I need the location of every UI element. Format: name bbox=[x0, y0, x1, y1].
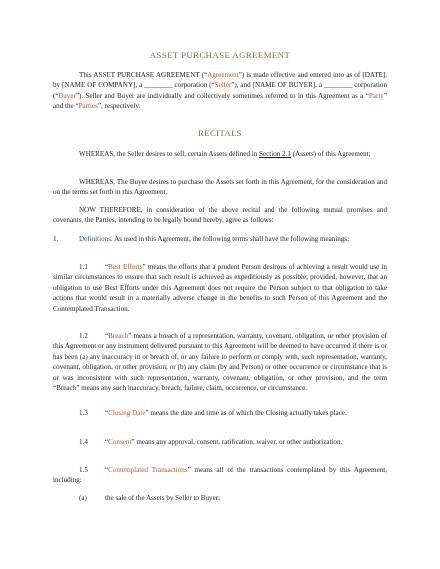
definition-1-2: 1.2 “Breach” means a breach of a representation, warranty, covenant, obligation, or other provision of this Agreement or any instrument delivered pursuant to this Agreement will be deemed to have occurred if there is or has been (a) any inaccuracy in or breach of, or any failure to perform or comply with, such representation, warranty, covenant, obligation, or other provision, or (b) any claim (by and Person) or other occurrence or circumstance that is or was inconsistent with such representation, warranty, covenant, obligation, or other provision, and the term “Breach” means any such inaccuracy, breach, failure, claim, occurrence, or circumstance. bbox=[53, 332, 387, 393]
definition-1-2-text: means a breach of a representation, warranty, covenant, obligation, or other provision of this Agreement or any instrument delivered pursuant to this Agreement will be deemed to have occurred if there is or has been (a) any inaccuracy in or breach of, or any failure to perform or comply with, such representation, warranty, covenant, obligation, or other provision, or (b) any claim (by and Person) or other occurrence or circumstance that is or was inconsistent with such representation, warranty, covenant, obligation, or other provision, and the term “Breach” means any such inaccuracy, breach, failure, claim, occurrence, or circumstance. bbox=[53, 332, 387, 393]
definition-1-3-text: means the date and time as of which the Closing actually takes place. bbox=[148, 409, 347, 417]
defined-term-seller: Seller bbox=[214, 81, 232, 90]
section-1-text: . As used in this Agreement, the following terms shall have the following meanings: bbox=[110, 235, 350, 243]
definition-1-4-text: means any approval, consent, ratification, waiver, or other authorization. bbox=[134, 438, 343, 446]
document-title: ASSET PURCHASE AGREEMENT bbox=[149, 50, 291, 60]
intro-text-1: This ASSET PURCHASE AGREEMENT (“ bbox=[79, 71, 208, 79]
definition-1-5-text: means all of the transactions contemplated by this Agreement, including: bbox=[53, 466, 387, 485]
defined-term-parties: Parties bbox=[78, 102, 98, 111]
section-reference-link[interactable]: Section 2.1 bbox=[259, 150, 291, 158]
whereas1-text-1: WHEREAS, the Seller desires to sell, certain Assets defined in bbox=[79, 150, 260, 158]
defined-term-party: Party bbox=[368, 91, 384, 100]
intro-text-5: ” and the “ bbox=[53, 91, 387, 111]
definition-1-1-text: means the efforts that a prudent Person desirous of achieving a result would use in similar circumstances to ensure that such result is achieved as expeditiously as possible; provided, however, that an obligation to use Best Efforts under this Agreement does not require the Person subject to that obligation to take actions that would result in a materially adverse change in the benefits to such Person of this Agreement and the Contemplated Transaction. bbox=[53, 263, 387, 313]
definition-1-1-term: Best Efforts bbox=[108, 263, 143, 271]
list-item-a bbox=[53, 493, 387, 503]
intro-text-4: ”). Seller and Buyer are individually and collectively sometimes referred to in this Agreement as a “ bbox=[75, 91, 369, 100]
definition-1-5: 1.5 “Contemplated Transactions” means all of the transactions contemplated by this Agreement, including: bbox=[53, 466, 387, 485]
definition-1-2-term: Breach bbox=[108, 332, 129, 340]
definition-1-2-number: 1.2 bbox=[79, 332, 88, 340]
section-1-heading: Definitions bbox=[79, 235, 111, 243]
defined-term-agreement: Agreement bbox=[207, 71, 239, 79]
list-item-a-text: the sale of the Assets by Seller to Buyer; bbox=[105, 494, 221, 502]
definition-1-1-number: 1.1 bbox=[79, 263, 88, 271]
definition-1-1: 1.1 “Best Efforts” means the efforts that a prudent Person desirous of achieving a result would use in similar circumstances to ensure that such result is achieved as expeditiously as possible; provided, however, that an obligation to use Best Efforts under this Agreement does not require the Person subject to that obligation to take actions that would result in a materially adverse change in the benefits to such Person of this Agreement and the Contemplated Transaction. bbox=[53, 263, 387, 313]
defined-term-buyer: Buyer bbox=[58, 91, 76, 100]
now-therefore-paragraph: NOW THEREFORE, in consideration of the above recital and the following mutual promises and covenants, the Parties, intending to be legally bound hereby, agree as follows: bbox=[53, 206, 387, 225]
definition-1-5-number: 1.5 bbox=[79, 466, 88, 474]
section-1-paragraph bbox=[53, 234, 387, 244]
section-1-number: 1. bbox=[53, 235, 59, 243]
whereas-paragraph-2: WHEREAS, The Buyer desires to purchase the Assets set forth in this Agreement, for the consideration and on the terms set forth in this Agreement, bbox=[53, 178, 387, 197]
intro-text-3: ”), and [NAME OF BUYER], a ________ corporation (“ bbox=[53, 81, 387, 100]
whereas-paragraph-1 bbox=[53, 149, 387, 159]
definition-1-4: 1.4 “Consent” means any approval, consent, ratification, waiver, or other authorization. bbox=[79, 438, 343, 446]
intro-text-6: ”, respectively. bbox=[97, 102, 141, 111]
whereas1-text-2: (Assets) of this Agreement; bbox=[290, 150, 371, 158]
recitals-heading: RECITALS bbox=[198, 128, 242, 138]
definition-1-3-number: 1.3 bbox=[79, 409, 88, 417]
definition-1-5-term: Contemplated Transactions bbox=[108, 466, 188, 474]
definition-1-4-number: 1.4 bbox=[79, 438, 88, 446]
list-item-a-label: (a) bbox=[79, 494, 87, 502]
intro-text-2: ”) is made effective and entered into as of [DATE], by [NAME OF COMPANY], a ________ corporation (“ bbox=[53, 71, 387, 90]
definition-1-3-term: Closing Date bbox=[108, 409, 146, 417]
definition-1-4-term: Consent bbox=[108, 438, 132, 446]
intro-paragraph bbox=[53, 70, 387, 112]
definition-1-3: 1.3 “Closing Date” means the date and time as of which the Closing actually takes place. bbox=[79, 409, 347, 417]
